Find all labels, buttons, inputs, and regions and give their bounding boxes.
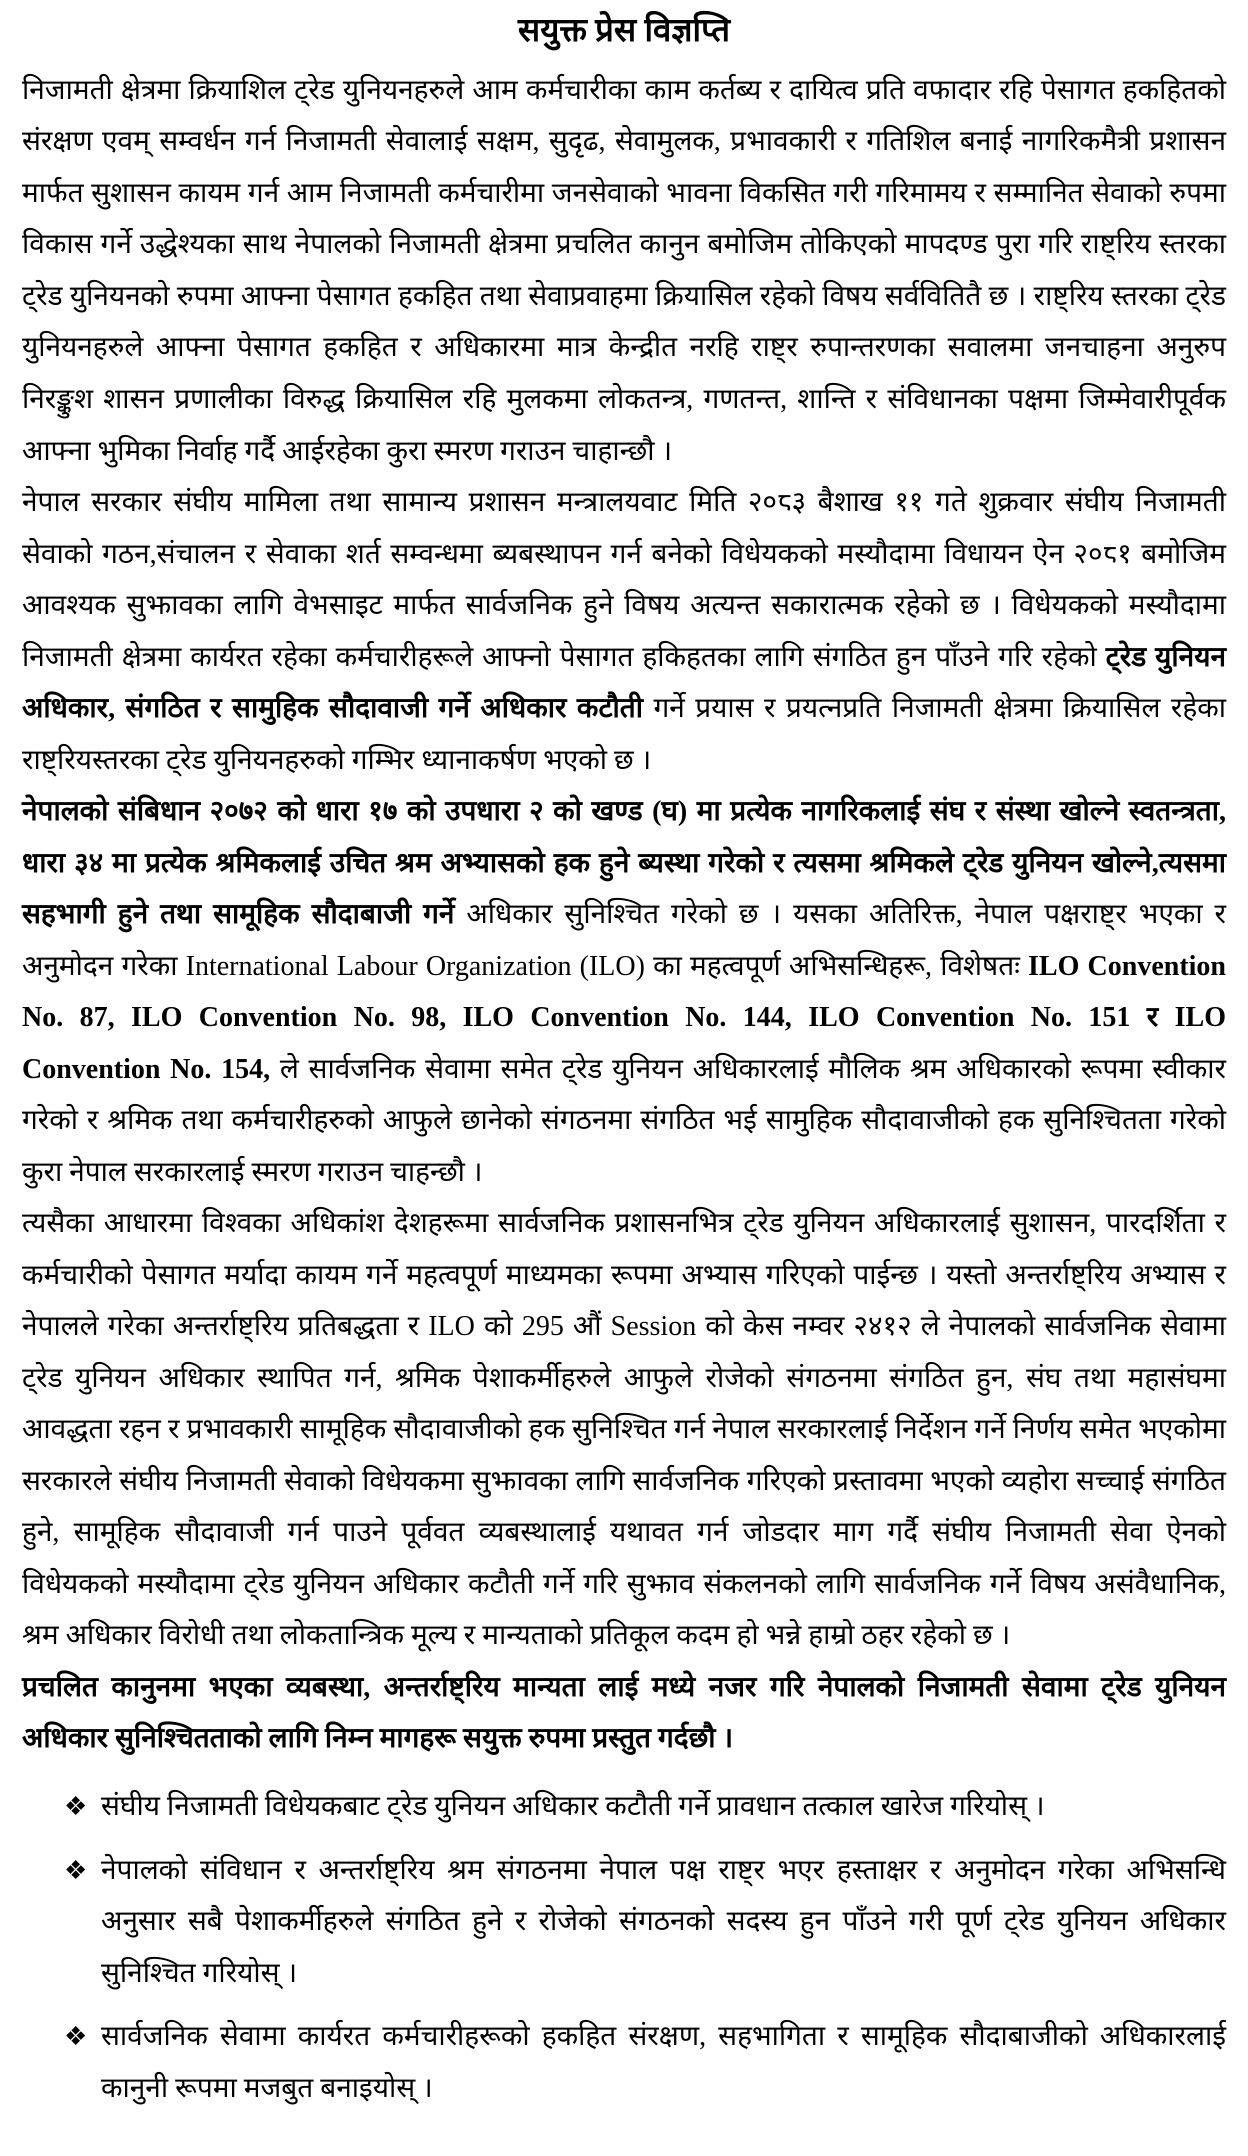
paragraph-intro (22, 65, 1226, 477)
bold-text-run: ILO Convention No. 87, ILO Convention No. 98, ILO Convention No. 144, ILO Convention No. 151 र ILO Convention No. 154, (22, 950, 1226, 1085)
demand-item (22, 1781, 1226, 1833)
text-run: अधिकार सुनिश्चित गरेको छ । यसका अतिरिक्त, नेपाल पक्षराष्ट्र भएका र अनुमोदन गरेका International Labour Organization (ILO) का महत्वपूर्ण अभिसन्धिहरू, विशेषतः (22, 899, 1226, 982)
demands-list (22, 1781, 1226, 2115)
paragraph-constitution-ilo (22, 786, 1226, 1198)
demand-text: सार्वजनिक सेवामा कार्यरत कर्मचारीहरूको हकहित संरक्षण, सहभागिता र सामूहिक सौदाबाजीको अधिकारलाई कानुनी रूपमा मजबुत बनाइयोस् । (101, 2021, 1226, 2104)
diamond-bullet-icon: ❖ (64, 1791, 88, 1821)
document-title: सयुक्त प्रेस विज्ञप्ति (517, 13, 731, 49)
diamond-bullet-icon: ❖ (64, 1855, 88, 1885)
text-run: निजामती क्षेत्रमा क्रियाशिल ट्रेड युनियनहरुले आम कर्मचारीका काम कर्तब्य र दायित्व प्रति वफादार रहि पेसागत हकहितको संरक्षण एवम् सम्वर्धन गर्न निजामती सेवालाई सक्षम, सुदृढ, सेवामुलक, प्रभावकारी र गतिशिल बनाई नागरिकमैत्री प्रशासन मार्फत सुशासन कायम गर्न आम निजामती कर्मचारीमा जनसेवाको भावना विकसित गरी गरिमामय र सम्मानित सेवाको रुपमा विकास गर्ने उद्धेश्यका साथ नेपालको निजामती क्षेत्रमा प्रचलित कानुन बमोजिम तोकिएको मापदण्ड पुरा गरि राष्ट्रिय स्तरका ट्रेड युनियनको रुपमा आफ्ना पेसागत हकहित तथा सेवाप्रवाहमा क्रियासिल रहेको विषय सर्ववितितै छ । राष्ट्रिय स्तरका ट्रेड युनियनहरुले आफ्ना पेसागत हकहित र अधिकारमा मात्र केन्द्रीत नरहि राष्ट्र रुपान्तरणका सवालमा जनचाहना अनुरुप निरङ्कुश शासन प्रणालीका विरुद्ध क्रियासिल रहि मुलकमा लोकतन्त्र, गणतन्त, शान्ति र संविधानका पक्षमा जिम्मेवारीपूर्वक आफ्ना भुमिका निर्वाह गर्दै आईरहेका कुरा स्मरण गराउन चाहान्छौ । (22, 74, 1226, 467)
diamond-bullet-icon: ❖ (64, 2022, 88, 2052)
text-run: त्यसैका आधारमा विश्वका अधिकांश देशहरूमा सार्वजनिक प्रशासनभित्र ट्रेड युनियन अधिकारलाई सुशासन, पारदर्शिता र कर्मचारीको पेसागत मर्यादा कायम गर्ने महत्वपूर्ण माध्यमका रूपमा अभ्यास गरिएको पाईन्छ । यस्तो अन्तर्राष्ट्रिय अभ्यास र नेपालले गरेका अन्तर्राष्ट्रिय प्रतिबद्धता र ILO को 295 औं Session को केस नम्वर २४१२ ले नेपालको सार्वजनिक सेवामा ट्रेड युनियन अधिकार स्थापित गर्न, श्रमिक पेशाकर्मीहरुले आफुले रोजेको संगठनमा संगठित हुन, संघ तथा महासंघमा आवद्धता रहन र प्रभावकारी सामूहिक सौदावाजीको हक सुनिश्चित गर्न नेपाल सरकारलाई निर्देशन गर्ने निर्णय समेत भएकोमा सरकारले संघीय निजामती सेवाको विधेयकमा सुझावका लागि सार्वजनिक गरिएको प्रस्तावमा भएको व्यहोरा सच्चाई संगठित हुने, सामूहिक सौदावाजी गर्न पाउने पूर्ववत व्यबस्थालाई यथावत गर्न जोडदार माग गर्दै संघीय निजामती सेवा ऐनको विधेयकको मस्यौदामा ट्रेड युनियन अधिकार कटौती गर्ने गरि सुझाव संकलनको लागि सार्वजनिक गर्ने विषय असंवैधानिक, श्रम अधिकार विरोधी तथा लोकतान्त्रिक मूल्य र मान्यताको प्रतिकूल कदम हो भन्ने हाम्रो ठहर रहेको छ । (22, 1208, 1226, 1652)
text-run: गर्ने प्रयास र प्रयत्नप्रति निजामती क्षेत्रमा क्रियासिल रहेका राष्ट्रियस्तरका ट्रेड युनियनहरुको गम्भिर ध्यानाकर्षण भएको छ । (22, 693, 1226, 776)
paragraph-bill-draft (22, 477, 1226, 786)
demand-text: नेपालको संविधान र अन्तर्राष्ट्रिय श्रम संगठनमा नेपाल पक्ष राष्ट्र भएर हस्ताक्षर र अनुमोदन गरेका अभिसन्धि अनुसार सबै पेशाकर्मीहरुले संगठित हुने र रोजेको संगठनको सदस्य हुन पाँउने गरी पूर्ण ट्रेड युनियन अधिकार सुनिश्चित गरियोस् । (101, 1854, 1226, 1989)
demand-item (22, 2011, 1226, 2114)
text-run: ले सार्वजनिक सेवामा समेत ट्रेड युनियन अधिकारलाई मौलिक श्रम अधिकारको रूपमा स्वीकार गरेको र श्रमिक तथा कर्मचारीहरुको आफुले छानेको संगठनमा संगठित भई सामुहिक सौदावाजीको हक सुनिश्चितता गरेको कुरा नेपाल सरकारलाई स्मरण गराउन चाहन्छौ । (22, 1053, 1226, 1188)
bold-text-run: ट्रेड युनियन अधिकार, संगठित र सामुहिक सौदावाजी गर्ने अधिकार कटौती (22, 641, 1226, 725)
bold-text-run: प्रचलित कानुनमा भएका व्यबस्था, अन्तर्राष्ट्रिय मान्यता लाई मध्ये नजर गरि नेपालको निजामती सेवामा ट्रेड युनियन अधिकार सुनिश्चितताको लागि निम्न मागहरू सयुक्त रुपमा प्रस्तुत गर्दछौ । (22, 1671, 1226, 1755)
paragraph-demands-lead (22, 1662, 1226, 1765)
paragraph-international-practice (22, 1198, 1226, 1662)
text-run: नेपाल सरकार संघीय मामिला तथा सामान्य प्रशासन मन्त्रालयवाट मिति २०८३ बैशाख ११ गते शुक्रवार संघीय निजामती सेवाको गठन,संचालन र सेवाका शर्त सम्वन्धमा ब्यबस्थापन गर्न बनेको विधेयकको मस्यौदामा विधायन ऐन २०८१ बमोजिम आवश्यक सुझावका लागि वेभसाइट मार्फत सार्वजनिक हुने विषय अत्यन्त सकारात्मक रहेको छ । विधेयकको मस्यौदामा निजामती क्षेत्रमा कार्यरत रहेका कर्मचारीहरूले आफ्नो पेसागत हकिहतका लागि संगठित हुन पाँउने गरि रहेको (22, 487, 1226, 673)
bold-text-run: नेपालको संबिधान २०७२ को धारा १७ को उपधारा २ को खण्ड (घ) मा प्रत्येक नागरिकलाई संघ र संस्था खोल्ने स्वतन्त्रता, धारा ३४ मा प्रत्येक श्रमिकलाई उचित श्रम अभ्यासको हक हुने ब्यस्था गरेको र त्यसमा श्रमिकले ट्रेड युनियन खोल्ने,त्यसमा सहभागी हुने तथा सामूहिक सौदाबाजी गर्ने (22, 796, 1226, 931)
demand-item (22, 1845, 1226, 2000)
demand-text: संघीय निजामती विधेयकबाट ट्रेड युनियन अधिकार कटौती गर्ने प्रावधान तत्काल खारेज गरियोस् । (101, 1790, 1045, 1822)
